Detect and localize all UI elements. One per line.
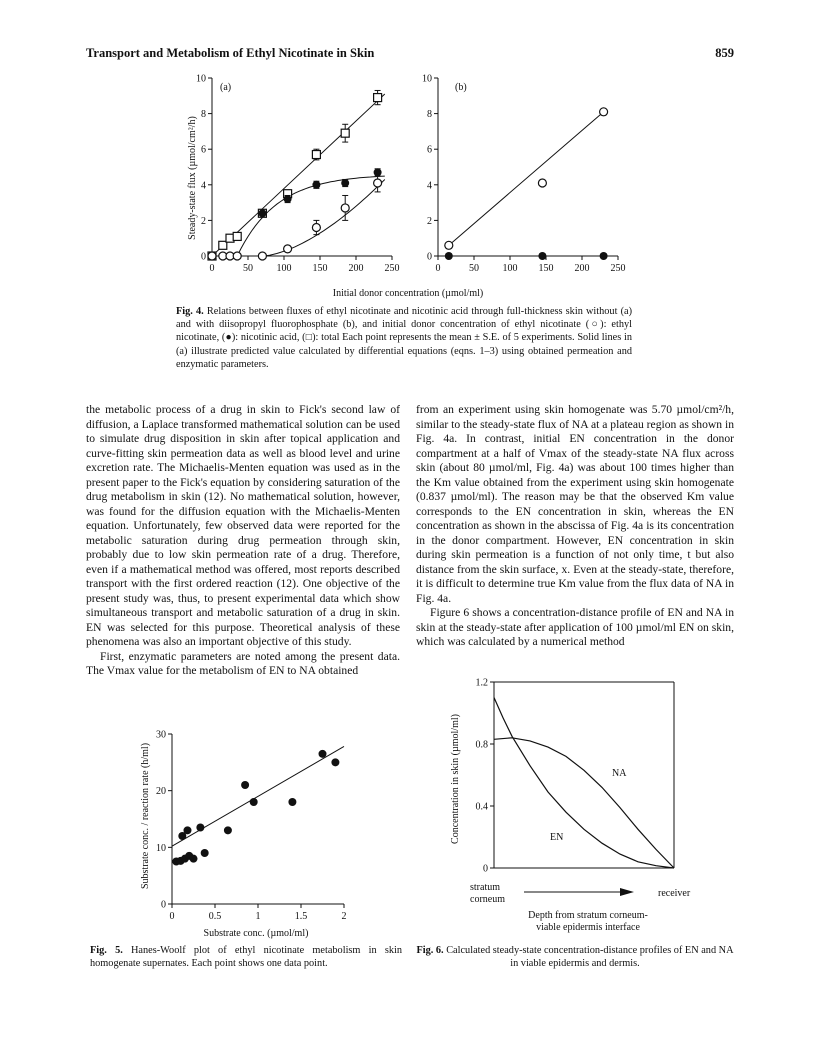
data-point-open: [233, 252, 241, 260]
data-point-filled: [183, 826, 191, 834]
fit-line-en: [212, 180, 385, 257]
data-point-filled: [331, 758, 339, 766]
page-number: 859: [715, 46, 734, 60]
fig4b-label: (b): [455, 82, 467, 93]
fig6-xlabel-1: Depth from stratum corneum-: [528, 910, 648, 921]
data-point-filled: [224, 826, 232, 834]
fig4-chart: [170, 68, 640, 300]
fig4-caption: [176, 305, 632, 371]
data-point-open: [312, 224, 320, 232]
fig5-caption: [90, 944, 402, 970]
fig5-plot: [156, 730, 347, 923]
fig6-left-label-1: stratum: [470, 882, 500, 893]
data-point-open: [600, 108, 608, 116]
curve-na: [494, 738, 674, 868]
y-tick-label: 20: [156, 786, 166, 798]
fit-line-en: [449, 112, 604, 246]
data-point-open: [538, 179, 546, 187]
x-tick-label: 0: [169, 911, 175, 922]
body-paragraph: Figure 6 shows a concentration-distance profile of EN and NA in skin at the steady-state after application of 100 µmol/ml EN on skin, which was calculated by a numerical method: [416, 606, 734, 648]
y-tick-label: 10: [422, 73, 432, 85]
data-point-square: [374, 94, 382, 102]
fig6-arrow-head-icon: [620, 888, 634, 896]
x-tick-label: 0: [209, 263, 215, 274]
x-tick-label: 50: [469, 263, 479, 274]
y-tick-label: 1.2: [475, 677, 488, 689]
fig6-caption-text: Calculated steady-state concentration-distance profiles of EN and NA in viable epidermis and dermis.: [446, 945, 734, 970]
fig6-right-label: receiver: [658, 888, 691, 899]
data-point-filled: [600, 252, 608, 260]
fig4-caption-label: Fig. 4.: [176, 306, 204, 317]
x-tick-label: 200: [348, 263, 364, 274]
fig6-label-na: NA: [612, 768, 627, 779]
data-point-filled: [445, 252, 453, 260]
fig5-xlabel: Substrate conc. (µmol/ml): [203, 928, 309, 939]
data-point-filled: [288, 798, 296, 806]
data-point-filled: [341, 179, 349, 187]
fig6-left-label-2: corneum: [470, 894, 505, 905]
fit-line-na: [212, 176, 385, 256]
data-point-open: [284, 245, 292, 253]
fig4-caption-text: Relations between fluxes of ethyl nicotinate and nicotinic acid through full-thickness skin without (a) and with diisopropyl fluorophosphate (b), and initial donor concentration of ethyl nicotinate (○): ethyl nicotinate, (●): nicotinic acid, (□): total Each point represents the mean ± S.E. of 5 experiments. Solid lines in (a) illustrate predicted value calculated by differential equations (eqns. 1–3) using obtained permeation and enzymatic parameters.: [176, 306, 633, 370]
data-point-filled: [196, 824, 204, 832]
y-tick-label: 6: [201, 144, 206, 156]
data-point-filled: [241, 781, 249, 789]
fig4-xlabel: Initial donor concentration (µmol/ml): [332, 288, 484, 299]
x-tick-label: 150: [538, 263, 554, 274]
data-point-filled: [201, 849, 209, 857]
x-tick-label: 150: [312, 263, 328, 274]
curve-en: [494, 698, 674, 869]
fit-line: [172, 746, 344, 846]
data-point-filled: [319, 750, 327, 758]
x-tick-label: 1.5: [294, 911, 308, 922]
x-tick-label: 0: [435, 263, 441, 274]
fig5-chart: [120, 720, 380, 940]
y-tick-label: 2: [427, 215, 432, 227]
fig6-plot: [476, 678, 675, 875]
fig4-ylabel: Steady-state flux (µmol/cm²/h): [187, 116, 198, 240]
fig5-caption-label: Fig. 5.: [90, 945, 123, 956]
body-left-column: [86, 403, 400, 679]
data-point-filled: [284, 195, 292, 203]
body-paragraph: First, enzymatic parameters are noted among the present data. The Vmax value for the metabolism of EN to NA obtained: [86, 649, 400, 677]
fig5-ylabel: Substrate conc. / reaction rate (h/ml): [140, 742, 151, 890]
y-tick-label: 30: [156, 729, 166, 741]
data-point-square: [233, 232, 241, 240]
data-point-filled: [538, 252, 546, 260]
y-tick-label: 8: [427, 109, 432, 121]
x-tick-label: 250: [384, 263, 400, 274]
fig6-chart: [430, 674, 730, 942]
fig5-caption-text: Hanes-Woolf plot of ethyl nicotinate metabolism in skin homogenate supernates. Each point shows one data point.: [90, 945, 403, 970]
data-point-filled: [258, 209, 266, 217]
y-tick-label: 4: [427, 180, 432, 192]
fig6-xlabel-2: viable epidermis interface: [536, 922, 640, 933]
running-title: Transport and Metabolism of Ethyl Nicotinate in Skin: [86, 46, 375, 60]
x-tick-label: 100: [276, 263, 292, 274]
x-tick-label: 250: [610, 263, 626, 274]
data-point-open: [341, 204, 349, 212]
x-tick-label: 0.5: [208, 911, 222, 922]
y-tick-label: 8: [201, 109, 206, 121]
y-tick-label: 0: [483, 863, 488, 875]
y-tick-label: 10: [196, 73, 206, 85]
y-tick-label: 0.4: [475, 801, 488, 813]
y-tick-label: 0: [161, 899, 166, 911]
data-point-open: [445, 241, 453, 249]
x-tick-label: 2: [341, 911, 347, 922]
y-tick-label: 4: [201, 180, 206, 192]
x-tick-label: 100: [502, 263, 518, 274]
data-point-square: [312, 151, 320, 159]
fig6-label-en: EN: [550, 832, 564, 843]
fig6-ylabel: Concentration in skin (µmol/ml): [450, 714, 461, 844]
fig4b-panel: [422, 74, 626, 275]
fig6-caption-label: Fig. 6.: [416, 945, 444, 956]
body-paragraph: from an experiment using skin homogenate was 5.70 µmol/cm²/h, similar to the steady-state flux of NA at a plateau region as shown in Fig. 4a. In contrast, initial EN concentration in the donor compartment at a half of Vmax of the steady-state NA flux across skin (about 80 µmol/ml, Fig. 4a) was about 100 times higher than the Km value obtained from the experiment using skin homogenate (0.837 µmol/ml). The reason may be that the observed Km value corresponds to the EN concentration in skin, whereas the EN concentration as shown in the abscissa of Fig. 4a is its concentration in the donor compartment. However, EN concentration in skin during skin permeation is a function of not only time, t but also distance from the skin surface, x. Even at the steady-state, therefore, it is difficult to determine true Km value from the flux data of NA in Fig. 4a.: [416, 403, 734, 605]
data-point-open: [208, 252, 216, 260]
y-tick-label: 2: [201, 215, 206, 227]
data-point-filled: [312, 181, 320, 189]
data-point-open: [258, 252, 266, 260]
data-point-filled: [190, 855, 198, 863]
fig4a-panel: [196, 74, 400, 275]
fit-line-total: [212, 94, 385, 256]
y-tick-label: 10: [156, 842, 166, 854]
data-point-filled: [250, 798, 258, 806]
x-tick-label: 1: [255, 911, 261, 922]
data-point-square: [341, 129, 349, 137]
data-point-open: [374, 179, 382, 187]
y-tick-label: 6: [427, 144, 432, 156]
y-tick-label: 0: [427, 251, 432, 263]
y-tick-label: 0.8: [475, 739, 488, 751]
x-tick-label: 200: [574, 263, 590, 274]
fig4a-label: (a): [220, 82, 232, 93]
body-paragraph: the metabolic process of a drug in skin to Fick's second law of diffusion, a Laplace transformed mathematical solution can be used to simulate drug disposition in skin after topical application and curve-fitting skin permeation data as well as blood level and urine excretion rate. The Michaelis-Menten equation was used as in the present paper to the Fick's equation by considering saturation of the drug metabolism in skin (12). No mathematical solution, however, was found for the diffusion equation with the Michaelis-Menten equation. Unfortunately, few observed data were reported for the metabolic saturation during drug permeation through skin, probably due to low skin permeation rate of a drug. Therefore, even if a mathematical method was offered, most reports described transport with the first ordered reaction (12). One objective of the present study was, thus, to present experimental data which show simultaneous transport and metabolic saturation of a drug in skin. EN was selected for this purpose. Theoretical analysis of these phenomena was also an important objective of this study.: [86, 403, 400, 648]
body-right-column: [416, 403, 734, 650]
fig6-caption: [416, 944, 734, 970]
x-tick-label: 50: [243, 263, 253, 274]
y-tick-label: 0: [201, 251, 206, 263]
